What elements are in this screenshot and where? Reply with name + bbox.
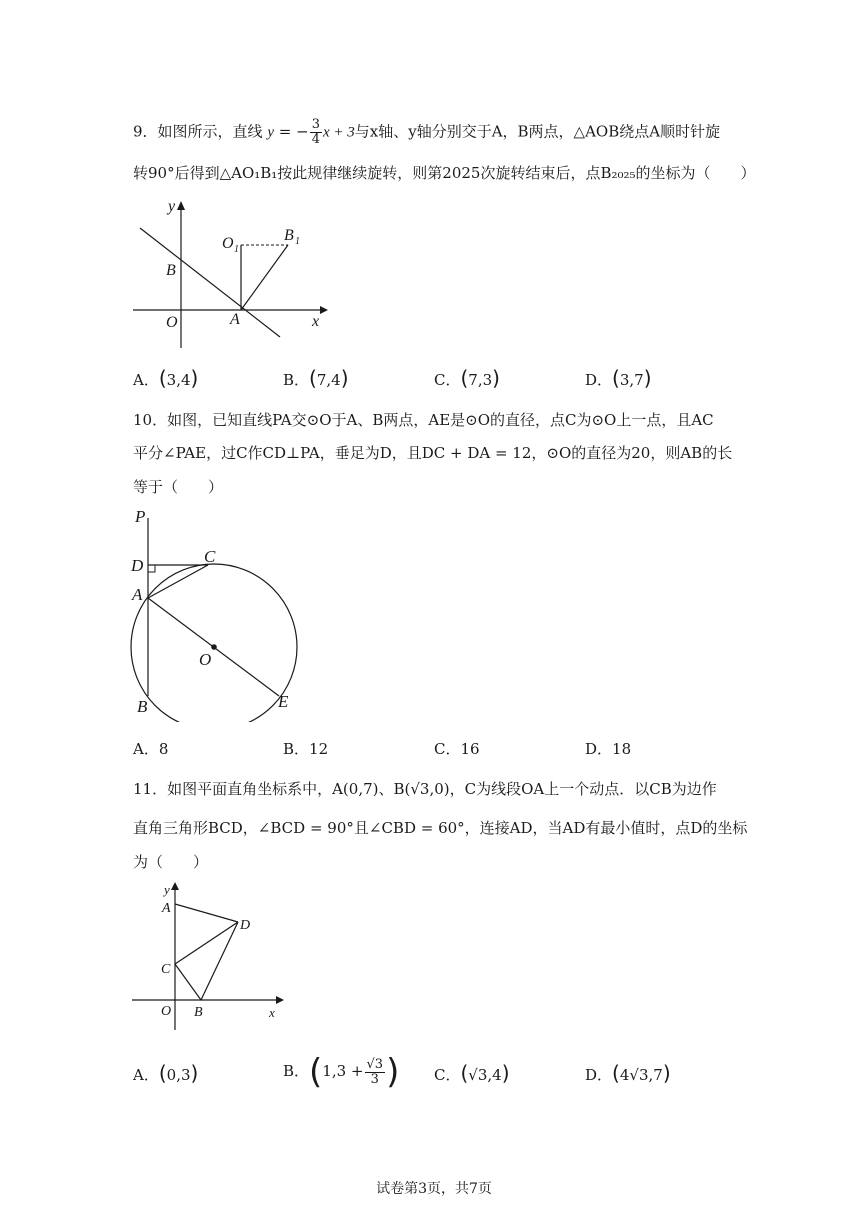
q11-seg-ad xyxy=(175,904,238,922)
q9-option-a-value: 3,4 xyxy=(166,371,191,389)
q9-eq-rest: x + 3 xyxy=(322,124,355,141)
q11-line3: 为（ ） xyxy=(133,853,209,871)
q11-label-o: O xyxy=(161,1004,172,1019)
q11-label-d: D xyxy=(240,918,251,933)
q11-option-b-fraction xyxy=(365,1058,386,1087)
q9-option-d-value: 3,7 xyxy=(619,371,644,389)
q9-option-b[interactable]: B．(7,4) xyxy=(283,366,349,390)
q10-label-p: P xyxy=(135,507,146,526)
q10-option-c-label: C． xyxy=(434,740,461,758)
q10-option-c-value: 16 xyxy=(460,740,480,758)
q9-figure xyxy=(128,196,338,356)
q11-option-b-label: B． xyxy=(283,1062,310,1080)
q9-label-x: x xyxy=(312,313,320,330)
q11-option-a-label: A． xyxy=(133,1066,159,1084)
q11-option-d[interactable]: D．(4√3,7) xyxy=(585,1061,671,1085)
q10-label-o: O xyxy=(199,650,212,669)
q10-option-a-value: 8 xyxy=(158,740,169,758)
q10-option-b[interactable] xyxy=(283,738,328,759)
q9-fraction xyxy=(310,118,322,147)
q9-frac-den: 4 xyxy=(311,132,320,147)
q10-option-b-label: B． xyxy=(283,740,310,758)
q10-option-d-label: D． xyxy=(585,740,613,758)
q11-option-d-value: 4√3,7 xyxy=(619,1066,663,1084)
q11-option-c-label: C． xyxy=(434,1066,461,1084)
q9-label-a: A xyxy=(230,311,240,328)
q10-seg-ac xyxy=(148,565,208,598)
q9-eq-sign: = − xyxy=(274,122,309,141)
q11-label-y: y xyxy=(164,882,170,897)
q10-right-angle-icon xyxy=(148,565,155,572)
q10-figure xyxy=(128,500,308,722)
q9-option-d[interactable]: D．(3,7) xyxy=(585,366,652,390)
q9-text-intro: 如图所示，直线 xyxy=(157,122,263,141)
q10-label-c: C xyxy=(204,547,216,566)
q10-option-a-label: A． xyxy=(133,740,159,758)
q9-option-d-label: D． xyxy=(585,371,613,389)
q9-label-o: O xyxy=(166,314,178,331)
q11-seg-cb xyxy=(175,964,201,1000)
q9-option-a-label: A． xyxy=(133,371,159,389)
q11-line1: 11．如图平面直角坐标系中，A(0,7)、B(√3,0)，C为线段OA上一个动点．以CB为边作 xyxy=(133,780,717,798)
q10-line2: 平分∠PAE，过C作CD⊥PA，垂足为D，且DC + DA = 12，⊙O的直径为20，则AB的长 xyxy=(133,444,733,462)
q9-option-c[interactable]: C．(7,3) xyxy=(434,366,500,390)
q11-option-b-frac-num: √3 xyxy=(366,1056,384,1072)
q9-option-c-label: C． xyxy=(434,371,461,389)
q11-option-b[interactable]: B．(1,3 + $\frac{√3}{3}$ ) xyxy=(283,1052,400,1092)
q9-number: 9． xyxy=(133,122,158,141)
q11-option-c[interactable]: C．(√3,4) xyxy=(434,1061,510,1085)
q11-label-b: B xyxy=(194,1005,203,1020)
q11-x-arrow-icon xyxy=(276,996,284,1004)
q11-option-a[interactable]: A．(0,3) xyxy=(133,1061,199,1085)
q9-option-a[interactable]: A．(3,4) xyxy=(133,366,199,390)
q10-option-d[interactable] xyxy=(585,738,631,759)
q10-circle xyxy=(131,564,297,722)
q10-center-dot xyxy=(211,644,217,650)
q9-text-line1-end: 与x轴、y轴分别交于A，B两点，△AOB绕点A顺时针旋 xyxy=(354,122,721,141)
q10-label-d: D xyxy=(131,556,144,575)
q9-x-arrow-icon xyxy=(320,306,328,314)
q9-frac-num: 3 xyxy=(311,117,320,132)
q9-option-b-value: 7,4 xyxy=(316,371,341,389)
q10-label-e: E xyxy=(278,692,289,711)
q9-option-b-label: B． xyxy=(283,371,310,389)
q10-line1: 10．如图，已知直线PA交⊙O于A、B两点，AE是⊙O的直径，点C为⊙O上一点，且AC xyxy=(133,411,714,429)
q9-label-b: B xyxy=(166,262,176,279)
q9-label-y: y xyxy=(168,198,176,215)
q9-option-c-value: 7,3 xyxy=(468,371,493,389)
q9-seg-ab1 xyxy=(241,245,288,310)
q10-label-b: B xyxy=(137,697,148,716)
q11-option-b-value-pre: 1,3 + xyxy=(322,1062,364,1080)
q11-label-c: C xyxy=(161,962,171,977)
q11-option-c-value: √3,4 xyxy=(468,1066,502,1084)
q10-option-d-value: 18 xyxy=(612,740,632,758)
q11-figure xyxy=(128,878,288,1030)
q10-option-b-value: 12 xyxy=(309,740,329,758)
q11-label-x: x xyxy=(269,1005,275,1020)
q11-option-b-frac-den: 3 xyxy=(370,1071,379,1087)
q9-label-o1-sub: 1 xyxy=(234,244,239,255)
q9-label-b1: B xyxy=(284,227,294,244)
q11-label-a: A xyxy=(162,901,171,916)
q10-label-a: A xyxy=(132,585,143,604)
q9-label-o1: O xyxy=(222,235,234,252)
q11-line2: 直角三角形BCD，∠BCD = 90°且∠CBD = 60°，连接AD，当AD有最小值时，点D的坐标 xyxy=(133,819,748,837)
q11-y-arrow-icon xyxy=(171,882,179,890)
q9-label-b1-sub: 1 xyxy=(295,236,300,247)
q11-option-a-value: 0,3 xyxy=(166,1066,191,1084)
q9-line2: 转90°后得到△AO₁B₁按此规律继续旋转，则第2025次旋转结束后，点B₂₀₂₅的坐标为（ ） xyxy=(133,164,756,182)
q9-eq-y: y xyxy=(267,124,275,141)
q9-line1 xyxy=(133,118,720,147)
q10-line3: 等于（ ） xyxy=(133,478,224,496)
q10-option-c[interactable] xyxy=(434,738,480,759)
page-footer: 试卷第3页，共7页 xyxy=(376,1181,492,1197)
q9-y-arrow-icon xyxy=(177,201,185,210)
q11-option-d-label: D． xyxy=(585,1066,613,1084)
q9-line-ab xyxy=(140,228,280,337)
q10-option-a[interactable] xyxy=(133,738,168,759)
